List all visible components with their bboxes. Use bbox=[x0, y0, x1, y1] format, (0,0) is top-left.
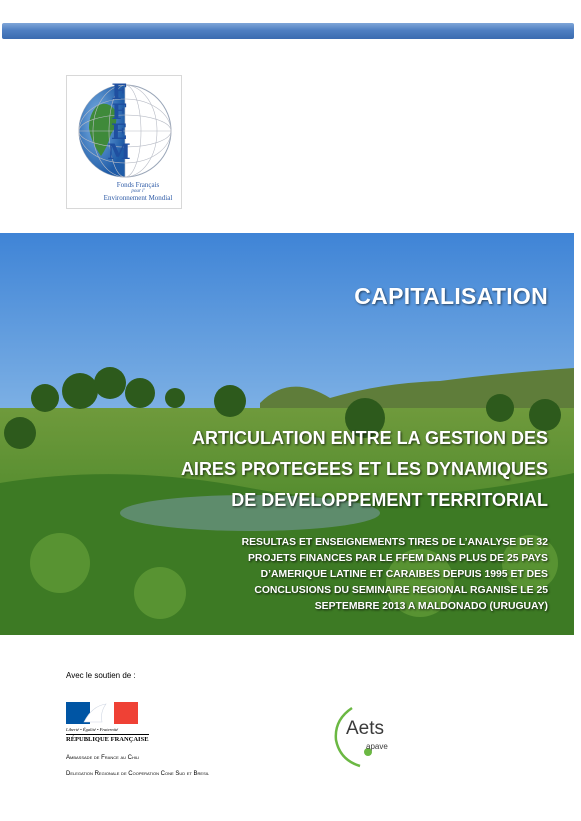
aets-sub: apave bbox=[366, 742, 388, 751]
cover-photo bbox=[0, 233, 574, 635]
logo-letter: F bbox=[111, 99, 127, 124]
support-label: Avec le soutien de : bbox=[66, 671, 136, 680]
ffem-letters bbox=[107, 79, 131, 164]
header-bar bbox=[2, 23, 574, 39]
ffem-logo bbox=[66, 75, 182, 209]
delegation-text: Delegation Regionale de Cooperation Cone Sud et Bresil bbox=[66, 771, 210, 777]
rf-motto: Liberté • Égalité • Fraternité bbox=[66, 727, 119, 732]
logo-letter: E bbox=[110, 119, 127, 144]
cover-subtitle: ARTICULATION ENTRE LA GESTION DES AIRES PROTEGEES ET LES DYNAMIQUES DE DEVELOPPEMENT TERRITORIAL bbox=[180, 428, 548, 510]
embassy-text: Ambassade de France au Chili bbox=[66, 755, 140, 761]
aets-name: Aets bbox=[346, 718, 385, 739]
cover-title: CAPITALISATION bbox=[354, 283, 548, 309]
ffem-caption: Fonds Français pour l' Environnement Mondial bbox=[103, 181, 173, 202]
logo-letter: F bbox=[111, 79, 127, 104]
cover-description: RESULTAS ET ENSEIGNEMENTS TIRES DE L’ANALYSE DE 32 PROJETS FINANCES PAR LE FFEM DANS PLUS DE 25 PAYS D’AMERIQUE LATINE ET CARAIBES DEPUIS 1995 ET DES CONCLUSIONS DU SEMINAIRE REGIONAL RGANISE LE 25 SEPTEMBRE 2013 A MALDONADO (URUGUAY) bbox=[241, 537, 548, 612]
logo-letter: M bbox=[107, 139, 131, 164]
rf-name: RÉPUBLIQUE FRANÇAISE bbox=[66, 736, 149, 743]
